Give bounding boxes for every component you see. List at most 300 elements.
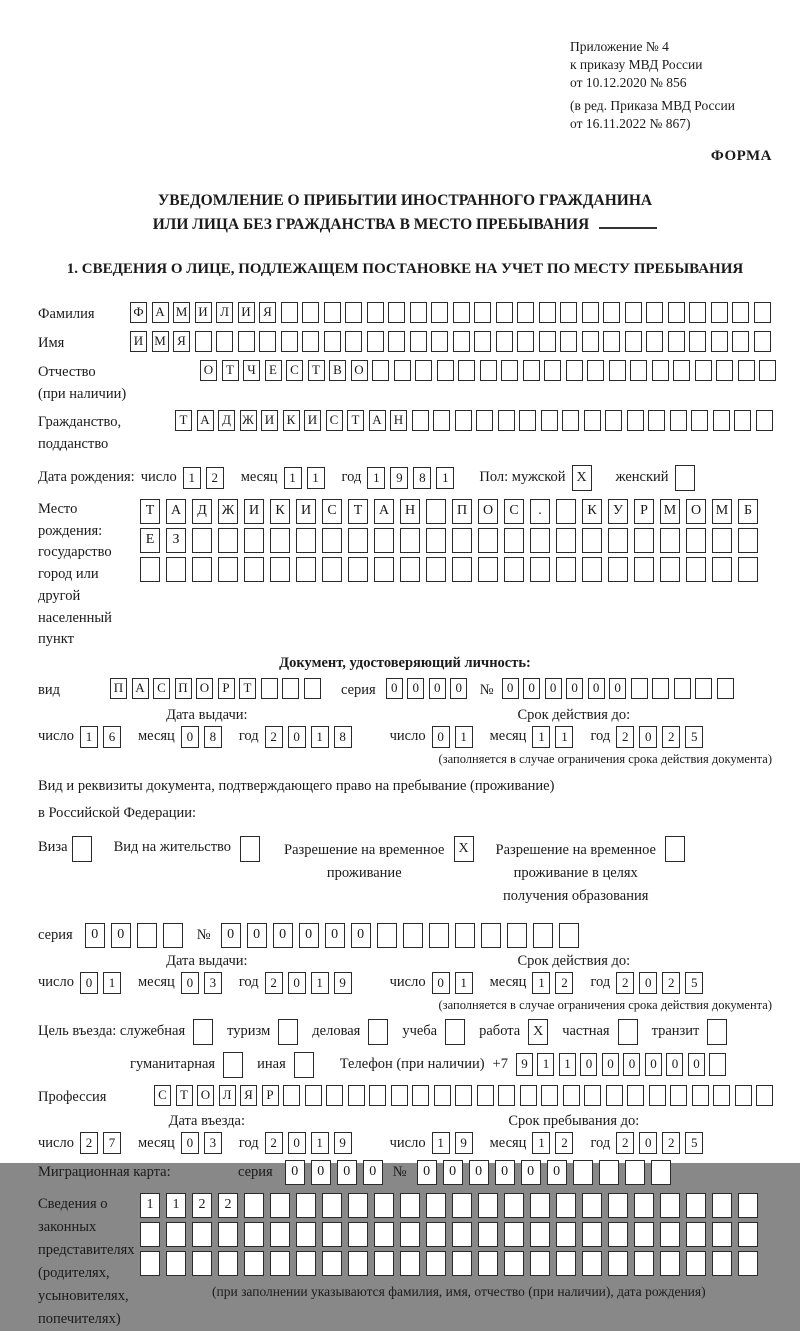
migration-series-char-cell[interactable]: 0: [363, 1160, 383, 1185]
patronymic-char-cell[interactable]: [695, 360, 712, 381]
patronymic-char-cell[interactable]: [544, 360, 561, 381]
citizenship-char-cell[interactable]: [605, 410, 622, 431]
representatives-char-cell[interactable]: [608, 1251, 628, 1276]
doc-type-char-cell[interactable]: [261, 678, 278, 699]
doc-expiry-day-cell[interactable]: 0: [432, 726, 450, 748]
birth-place-char-cell[interactable]: .: [530, 499, 550, 524]
representatives-char-cell[interactable]: [140, 1251, 160, 1276]
profession-char-cell[interactable]: [649, 1085, 666, 1106]
patronymic-char-cell[interactable]: О: [200, 360, 217, 381]
citizenship-char-cell[interactable]: Н: [390, 410, 407, 431]
birth-day-cell[interactable]: 1: [183, 467, 201, 489]
purpose-humanitarian-box[interactable]: [223, 1052, 243, 1078]
birth-place-char-cell[interactable]: [608, 557, 628, 582]
migration-series-char-cell[interactable]: 0: [285, 1160, 305, 1185]
birth-place-char-cell[interactable]: М: [712, 499, 732, 524]
birth-place-char-cell[interactable]: [660, 528, 680, 553]
surname-char-cell[interactable]: [388, 302, 405, 323]
birth-place-char-cell[interactable]: [244, 557, 264, 582]
stay-year-cell[interactable]: 0: [639, 1132, 657, 1154]
permit-expiry-year-cell[interactable]: 0: [639, 972, 657, 994]
doc-series-char-cell[interactable]: 0: [429, 678, 446, 699]
representatives-char-cell[interactable]: [686, 1193, 706, 1218]
profession-char-cell[interactable]: [283, 1085, 300, 1106]
birth-place-char-cell[interactable]: [322, 557, 342, 582]
doc-issue-month-cell[interactable]: 8: [204, 726, 222, 748]
migration-number-char-cell[interactable]: [573, 1160, 593, 1185]
representatives-char-cell[interactable]: [556, 1222, 576, 1247]
citizenship-char-cell[interactable]: [412, 410, 429, 431]
profession-char-cell[interactable]: Я: [240, 1085, 257, 1106]
birth-place-char-cell[interactable]: И: [296, 499, 316, 524]
migration-number-char-cell[interactable]: 0: [417, 1160, 437, 1185]
profession-char-cell[interactable]: [563, 1085, 580, 1106]
representatives-char-cell[interactable]: [270, 1222, 290, 1247]
doc-issue-day-cell[interactable]: 1: [80, 726, 98, 748]
representatives-char-cell[interactable]: [556, 1251, 576, 1276]
profession-char-cell[interactable]: [756, 1085, 773, 1106]
representatives-char-cell[interactable]: [166, 1251, 186, 1276]
profession-char-cell[interactable]: [670, 1085, 687, 1106]
doc-expiry-day-cell[interactable]: 1: [455, 726, 473, 748]
phone-digit-cell[interactable]: 0: [688, 1053, 705, 1076]
representatives-char-cell[interactable]: 1: [166, 1193, 186, 1218]
entry-year-cell[interactable]: 9: [334, 1132, 352, 1154]
doc-type-char-cell[interactable]: Т: [239, 678, 256, 699]
birth-place-char-cell[interactable]: [530, 528, 550, 553]
given-name-char-cell[interactable]: [689, 331, 706, 352]
birth-place-char-cell[interactable]: [218, 557, 238, 582]
profession-char-cell[interactable]: [692, 1085, 709, 1106]
purpose-study-box[interactable]: [445, 1019, 465, 1045]
permit-issue-year-cell[interactable]: 1: [311, 972, 329, 994]
birth-place-char-cell[interactable]: [738, 528, 758, 553]
doc-series-char-cell[interactable]: 0: [450, 678, 467, 699]
phone-digit-cell[interactable]: 9: [516, 1053, 533, 1076]
birth-place-char-cell[interactable]: [634, 557, 654, 582]
permit-issue-month-cell[interactable]: 0: [181, 972, 199, 994]
given-name-char-cell[interactable]: [431, 331, 448, 352]
patronymic-char-cell[interactable]: [587, 360, 604, 381]
temp-residence-box[interactable]: X: [454, 836, 474, 862]
profession-char-cell[interactable]: [735, 1085, 752, 1106]
doc-series-char-cell[interactable]: 0: [407, 678, 424, 699]
surname-char-cell[interactable]: [560, 302, 577, 323]
doc-type-char-cell[interactable]: [282, 678, 299, 699]
birth-place-char-cell[interactable]: И: [244, 499, 264, 524]
doc-expiry-year-cell[interactable]: 0: [639, 726, 657, 748]
representatives-char-cell[interactable]: [348, 1222, 368, 1247]
birth-place-char-cell[interactable]: [270, 528, 290, 553]
citizenship-char-cell[interactable]: Т: [347, 410, 364, 431]
given-name-char-cell[interactable]: [216, 331, 233, 352]
birth-place-char-cell[interactable]: Н: [400, 499, 420, 524]
surname-char-cell[interactable]: [410, 302, 427, 323]
permit-series-char-cell[interactable]: [163, 923, 183, 948]
profession-char-cell[interactable]: [412, 1085, 429, 1106]
birth-place-char-cell[interactable]: К: [270, 499, 290, 524]
profession-char-cell[interactable]: Т: [176, 1085, 193, 1106]
citizenship-char-cell[interactable]: [734, 410, 751, 431]
representatives-char-cell[interactable]: [374, 1193, 394, 1218]
representatives-char-cell[interactable]: [530, 1222, 550, 1247]
surname-char-cell[interactable]: [431, 302, 448, 323]
birth-place-char-cell[interactable]: О: [478, 499, 498, 524]
stay-year-cell[interactable]: 2: [616, 1132, 634, 1154]
purpose-transit-box[interactable]: [707, 1019, 727, 1045]
given-name-char-cell[interactable]: [324, 331, 341, 352]
representatives-char-cell[interactable]: [192, 1251, 212, 1276]
citizenship-char-cell[interactable]: А: [369, 410, 386, 431]
patronymic-char-cell[interactable]: Т: [308, 360, 325, 381]
phone-digit-cell[interactable]: 1: [559, 1053, 576, 1076]
birth-place-char-cell[interactable]: С: [504, 499, 524, 524]
migration-number-char-cell[interactable]: [625, 1160, 645, 1185]
phone-digit-cell[interactable]: 0: [623, 1053, 640, 1076]
doc-issue-month-cell[interactable]: 0: [181, 726, 199, 748]
representatives-char-cell[interactable]: [608, 1222, 628, 1247]
patronymic-char-cell[interactable]: С: [286, 360, 303, 381]
citizenship-char-cell[interactable]: А: [197, 410, 214, 431]
given-name-char-cell[interactable]: [496, 331, 513, 352]
birth-place-char-cell[interactable]: Т: [140, 499, 160, 524]
profession-char-cell[interactable]: О: [197, 1085, 214, 1106]
birth-place-char-cell[interactable]: [270, 557, 290, 582]
representatives-char-cell[interactable]: [478, 1251, 498, 1276]
profession-char-cell[interactable]: [434, 1085, 451, 1106]
representatives-char-cell[interactable]: [634, 1193, 654, 1218]
surname-char-cell[interactable]: [732, 302, 749, 323]
patronymic-char-cell[interactable]: [566, 360, 583, 381]
permit-expiry-month-cell[interactable]: 1: [532, 972, 550, 994]
birth-place-char-cell[interactable]: А: [374, 499, 394, 524]
birth-place-char-cell[interactable]: [426, 528, 446, 553]
birth-place-char-cell[interactable]: [530, 557, 550, 582]
birth-place-char-cell[interactable]: Е: [140, 528, 160, 553]
representatives-char-cell[interactable]: [348, 1193, 368, 1218]
representatives-char-cell[interactable]: 2: [192, 1193, 212, 1218]
birth-year-cell[interactable]: 1: [436, 467, 454, 489]
given-name-char-cell[interactable]: [668, 331, 685, 352]
representatives-char-cell[interactable]: [738, 1251, 758, 1276]
representatives-char-cell[interactable]: [582, 1193, 602, 1218]
birth-place-char-cell[interactable]: [192, 557, 212, 582]
given-name-char-cell[interactable]: [732, 331, 749, 352]
doc-type-char-cell[interactable]: А: [132, 678, 149, 699]
patronymic-char-cell[interactable]: [501, 360, 518, 381]
citizenship-char-cell[interactable]: [648, 410, 665, 431]
birth-place-char-cell[interactable]: [712, 528, 732, 553]
representatives-char-cell[interactable]: [140, 1222, 160, 1247]
permit-number-char-cell[interactable]: 0: [325, 923, 345, 948]
birth-place-char-cell[interactable]: [504, 557, 524, 582]
profession-char-cell[interactable]: [348, 1085, 365, 1106]
representatives-char-cell[interactable]: [400, 1193, 420, 1218]
migration-number-char-cell[interactable]: [599, 1160, 619, 1185]
permit-number-char-cell[interactable]: [507, 923, 527, 948]
given-name-char-cell[interactable]: Я: [173, 331, 190, 352]
surname-char-cell[interactable]: Ф: [130, 302, 147, 323]
doc-expiry-year-cell[interactable]: 2: [662, 726, 680, 748]
profession-char-cell[interactable]: [520, 1085, 537, 1106]
stay-year-cell[interactable]: 2: [662, 1132, 680, 1154]
surname-char-cell[interactable]: [711, 302, 728, 323]
birth-place-char-cell[interactable]: [296, 557, 316, 582]
representatives-char-cell[interactable]: [244, 1251, 264, 1276]
citizenship-char-cell[interactable]: С: [326, 410, 343, 431]
entry-month-cell[interactable]: 3: [204, 1132, 222, 1154]
representatives-char-cell[interactable]: [374, 1222, 394, 1247]
birth-place-char-cell[interactable]: [556, 557, 576, 582]
doc-issue-year-cell[interactable]: 1: [311, 726, 329, 748]
permit-series-char-cell[interactable]: 0: [111, 923, 131, 948]
representatives-char-cell[interactable]: [296, 1251, 316, 1276]
representatives-char-cell[interactable]: [426, 1251, 446, 1276]
given-name-char-cell[interactable]: [754, 331, 771, 352]
citizenship-char-cell[interactable]: [670, 410, 687, 431]
birth-year-cell[interactable]: 9: [390, 467, 408, 489]
representatives-char-cell[interactable]: [452, 1251, 472, 1276]
given-name-char-cell[interactable]: [302, 331, 319, 352]
birth-place-char-cell[interactable]: З: [166, 528, 186, 553]
profession-char-cell[interactable]: С: [154, 1085, 171, 1106]
entry-year-cell[interactable]: 1: [311, 1132, 329, 1154]
doc-type-char-cell[interactable]: О: [196, 678, 213, 699]
entry-month-cell[interactable]: 0: [181, 1132, 199, 1154]
stay-day-cell[interactable]: 1: [432, 1132, 450, 1154]
patronymic-char-cell[interactable]: [415, 360, 432, 381]
doc-type-char-cell[interactable]: С: [153, 678, 170, 699]
birth-place-char-cell[interactable]: [192, 528, 212, 553]
birth-place-char-cell[interactable]: Т: [348, 499, 368, 524]
migration-number-char-cell[interactable]: 0: [521, 1160, 541, 1185]
surname-char-cell[interactable]: [324, 302, 341, 323]
doc-type-char-cell[interactable]: Р: [218, 678, 235, 699]
surname-char-cell[interactable]: [668, 302, 685, 323]
surname-char-cell[interactable]: [496, 302, 513, 323]
given-name-char-cell[interactable]: [238, 331, 255, 352]
permit-number-char-cell[interactable]: [481, 923, 501, 948]
doc-number-char-cell[interactable]: [717, 678, 734, 699]
representatives-char-cell[interactable]: [712, 1251, 732, 1276]
purpose-tourism-box[interactable]: [278, 1019, 298, 1045]
phone-digit-cell[interactable]: 1: [537, 1053, 554, 1076]
given-name-char-cell[interactable]: [625, 331, 642, 352]
permit-number-char-cell[interactable]: [533, 923, 553, 948]
citizenship-char-cell[interactable]: [713, 410, 730, 431]
doc-number-char-cell[interactable]: 0: [588, 678, 605, 699]
permit-number-char-cell[interactable]: [559, 923, 579, 948]
representatives-char-cell[interactable]: [270, 1251, 290, 1276]
representatives-char-cell[interactable]: [530, 1193, 550, 1218]
representatives-char-cell[interactable]: 1: [140, 1193, 160, 1218]
doc-expiry-month-cell[interactable]: 1: [555, 726, 573, 748]
birth-place-char-cell[interactable]: М: [660, 499, 680, 524]
representatives-char-cell[interactable]: [322, 1251, 342, 1276]
doc-number-char-cell[interactable]: [674, 678, 691, 699]
citizenship-char-cell[interactable]: [433, 410, 450, 431]
phone-digit-cell[interactable]: 0: [666, 1053, 683, 1076]
sex-male-box[interactable]: X: [572, 465, 592, 491]
surname-char-cell[interactable]: М: [173, 302, 190, 323]
representatives-char-cell[interactable]: [192, 1222, 212, 1247]
profession-char-cell[interactable]: [369, 1085, 386, 1106]
citizenship-char-cell[interactable]: [455, 410, 472, 431]
birth-place-char-cell[interactable]: К: [582, 499, 602, 524]
doc-type-char-cell[interactable]: [304, 678, 321, 699]
patronymic-char-cell[interactable]: [372, 360, 389, 381]
phone-digit-cell[interactable]: 0: [580, 1053, 597, 1076]
permit-expiry-month-cell[interactable]: 2: [555, 972, 573, 994]
permit-issue-year-cell[interactable]: 9: [334, 972, 352, 994]
representatives-char-cell[interactable]: [738, 1193, 758, 1218]
surname-char-cell[interactable]: [345, 302, 362, 323]
birth-place-char-cell[interactable]: Д: [192, 499, 212, 524]
surname-char-cell[interactable]: [474, 302, 491, 323]
surname-char-cell[interactable]: [646, 302, 663, 323]
birth-place-char-cell[interactable]: [244, 528, 264, 553]
citizenship-char-cell[interactable]: [756, 410, 773, 431]
representatives-char-cell[interactable]: [582, 1251, 602, 1276]
birth-place-char-cell[interactable]: [348, 557, 368, 582]
doc-expiry-year-cell[interactable]: 2: [616, 726, 634, 748]
birth-place-char-cell[interactable]: [478, 557, 498, 582]
citizenship-char-cell[interactable]: И: [304, 410, 321, 431]
given-name-char-cell[interactable]: [517, 331, 534, 352]
representatives-char-cell[interactable]: [296, 1193, 316, 1218]
given-name-char-cell[interactable]: [410, 331, 427, 352]
permit-series-char-cell[interactable]: 0: [85, 923, 105, 948]
representatives-char-cell[interactable]: [712, 1222, 732, 1247]
permit-number-char-cell[interactable]: [455, 923, 475, 948]
doc-expiry-month-cell[interactable]: 1: [532, 726, 550, 748]
doc-number-char-cell[interactable]: 0: [523, 678, 540, 699]
profession-char-cell[interactable]: [606, 1085, 623, 1106]
given-name-char-cell[interactable]: [195, 331, 212, 352]
birth-place-char-cell[interactable]: [686, 557, 706, 582]
profession-char-cell[interactable]: [305, 1085, 322, 1106]
given-name-char-cell[interactable]: [345, 331, 362, 352]
birth-place-char-cell[interactable]: [634, 528, 654, 553]
representatives-char-cell[interactable]: [686, 1251, 706, 1276]
sex-female-box[interactable]: [675, 465, 695, 491]
patronymic-char-cell[interactable]: [630, 360, 647, 381]
representatives-char-cell[interactable]: [504, 1251, 524, 1276]
birth-place-char-cell[interactable]: [738, 557, 758, 582]
birth-place-char-cell[interactable]: [452, 557, 472, 582]
representatives-char-cell[interactable]: [166, 1222, 186, 1247]
patronymic-char-cell[interactable]: [759, 360, 776, 381]
profession-char-cell[interactable]: Р: [262, 1085, 279, 1106]
birth-place-char-cell[interactable]: О: [686, 499, 706, 524]
representatives-char-cell[interactable]: [244, 1222, 264, 1247]
birth-year-cell[interactable]: 8: [413, 467, 431, 489]
birth-year-cell[interactable]: 1: [367, 467, 385, 489]
birth-place-char-cell[interactable]: [218, 528, 238, 553]
given-name-char-cell[interactable]: [539, 331, 556, 352]
entry-day-cell[interactable]: 2: [80, 1132, 98, 1154]
surname-char-cell[interactable]: [582, 302, 599, 323]
birth-place-char-cell[interactable]: [504, 528, 524, 553]
surname-char-cell[interactable]: [539, 302, 556, 323]
birth-place-char-cell[interactable]: Б: [738, 499, 758, 524]
birth-place-char-cell[interactable]: [556, 528, 576, 553]
birth-place-char-cell[interactable]: [296, 528, 316, 553]
representatives-char-cell[interactable]: [426, 1193, 446, 1218]
profession-char-cell[interactable]: [541, 1085, 558, 1106]
representatives-char-cell[interactable]: [322, 1222, 342, 1247]
purpose-business-box[interactable]: [368, 1019, 388, 1045]
residence-permit-box[interactable]: [240, 836, 260, 862]
birth-place-char-cell[interactable]: У: [608, 499, 628, 524]
representatives-char-cell[interactable]: [660, 1251, 680, 1276]
representatives-char-cell[interactable]: 2: [218, 1193, 238, 1218]
surname-char-cell[interactable]: А: [152, 302, 169, 323]
patronymic-char-cell[interactable]: [673, 360, 690, 381]
entry-year-cell[interactable]: 2: [265, 1132, 283, 1154]
profession-char-cell[interactable]: Л: [219, 1085, 236, 1106]
representatives-char-cell[interactable]: [270, 1193, 290, 1218]
citizenship-char-cell[interactable]: И: [261, 410, 278, 431]
given-name-char-cell[interactable]: [453, 331, 470, 352]
patronymic-char-cell[interactable]: В: [329, 360, 346, 381]
birth-place-char-cell[interactable]: [322, 528, 342, 553]
visa-box[interactable]: [72, 836, 92, 862]
stay-day-cell[interactable]: 9: [455, 1132, 473, 1154]
permit-number-char-cell[interactable]: [429, 923, 449, 948]
doc-series-char-cell[interactable]: 0: [386, 678, 403, 699]
doc-type-char-cell[interactable]: П: [110, 678, 127, 699]
doc-number-char-cell[interactable]: [631, 678, 648, 699]
profession-char-cell[interactable]: [627, 1085, 644, 1106]
permit-number-char-cell[interactable]: 0: [221, 923, 241, 948]
migration-series-char-cell[interactable]: 0: [311, 1160, 331, 1185]
patronymic-char-cell[interactable]: [716, 360, 733, 381]
surname-char-cell[interactable]: Я: [259, 302, 276, 323]
doc-issue-year-cell[interactable]: 2: [265, 726, 283, 748]
citizenship-char-cell[interactable]: Ж: [240, 410, 257, 431]
patronymic-char-cell[interactable]: [437, 360, 454, 381]
doc-number-char-cell[interactable]: 0: [566, 678, 583, 699]
birth-place-char-cell[interactable]: [426, 557, 446, 582]
representatives-char-cell[interactable]: [348, 1251, 368, 1276]
purpose-work-box[interactable]: X: [528, 1019, 548, 1045]
doc-issue-day-cell[interactable]: 6: [103, 726, 121, 748]
surname-char-cell[interactable]: [689, 302, 706, 323]
doc-number-char-cell[interactable]: [695, 678, 712, 699]
profession-char-cell[interactable]: [713, 1085, 730, 1106]
citizenship-char-cell[interactable]: [627, 410, 644, 431]
permit-issue-month-cell[interactable]: 3: [204, 972, 222, 994]
surname-char-cell[interactable]: [625, 302, 642, 323]
representatives-char-cell[interactable]: [712, 1193, 732, 1218]
representatives-char-cell[interactable]: [296, 1222, 316, 1247]
phone-digit-cell[interactable]: 0: [645, 1053, 662, 1076]
citizenship-char-cell[interactable]: Т: [175, 410, 192, 431]
birth-place-char-cell[interactable]: [452, 528, 472, 553]
representatives-char-cell[interactable]: [582, 1222, 602, 1247]
representatives-char-cell[interactable]: [686, 1222, 706, 1247]
permit-number-char-cell[interactable]: [403, 923, 423, 948]
permit-number-char-cell[interactable]: [377, 923, 397, 948]
given-name-char-cell[interactable]: [388, 331, 405, 352]
phone-digit-cell[interactable]: 0: [602, 1053, 619, 1076]
citizenship-char-cell[interactable]: К: [283, 410, 300, 431]
profession-char-cell[interactable]: [326, 1085, 343, 1106]
permit-number-char-cell[interactable]: 0: [273, 923, 293, 948]
given-name-char-cell[interactable]: И: [130, 331, 147, 352]
doc-type-char-cell[interactable]: П: [175, 678, 192, 699]
